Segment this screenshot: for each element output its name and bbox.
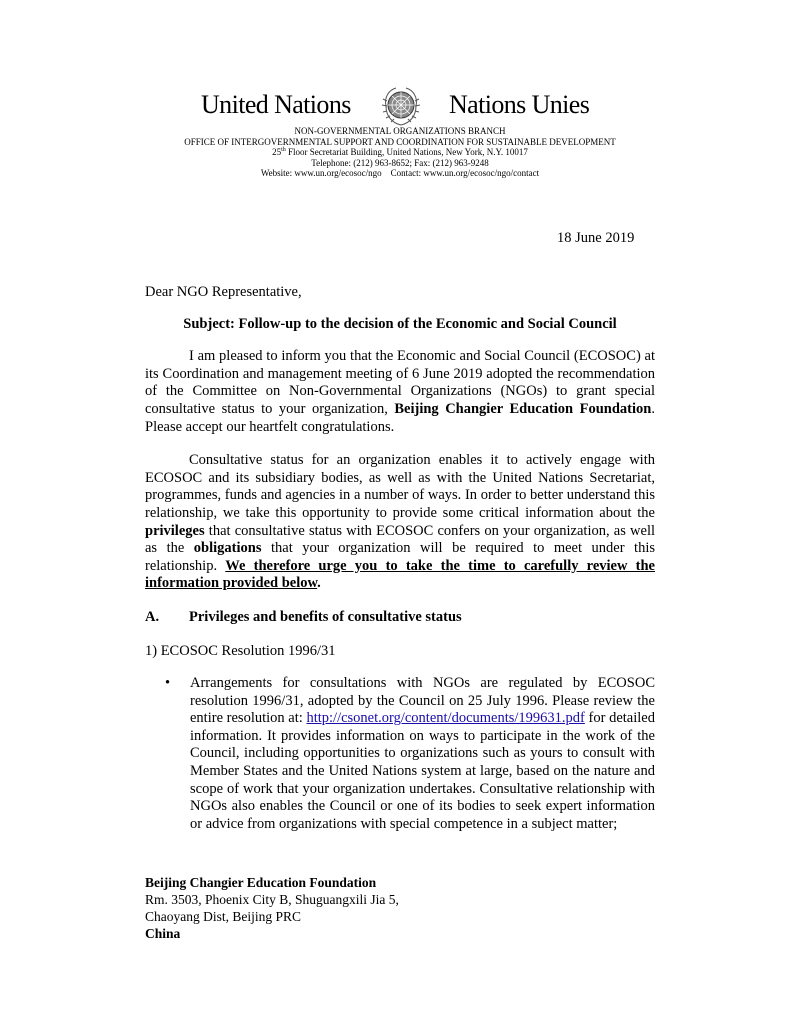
list-item	[145, 675, 655, 833]
address-country: China	[145, 926, 181, 941]
website-text: Website: www.un.org/ecosoc/ngo	[260, 168, 382, 179]
letterhead	[0, 82, 800, 179]
address-line-2: Chaoyang Dist, Beijing PRC	[145, 909, 302, 924]
org-name-english: United Nations	[201, 90, 351, 119]
section-title: Privileges and benefits of consultative status	[189, 608, 462, 625]
section-heading-a	[145, 609, 655, 627]
office-telephone: Telephone: (212) 963-8652; Fax: (212) 963-9248	[311, 157, 489, 168]
letter-date: 18 June 2019	[557, 230, 635, 246]
organization-name: Beijing Changier Education Foundation	[394, 400, 652, 417]
contact-text: Contact: www.un.org/ecosoc/ngo/contact	[390, 168, 540, 179]
resolution-link[interactable]: http://csonet.org/content/documents/199631.pdf	[306, 710, 585, 727]
section-number: A.	[145, 608, 160, 625]
letter-body	[145, 284, 655, 833]
bullet-text-a: Arrangements for consultations with NGOs are regulated by ECOSOC resolution 1996/31, adopted by the Council on 25 July 1996. Please review the entire resolution at:	[190, 675, 655, 727]
paragraph-consultative-b: that consultative status with ECOSOC confers on your organization, as well as the	[145, 522, 655, 557]
subsection-heading: 1) ECOSOC Resolution 1996/31	[145, 642, 336, 659]
bullet-icon: •	[165, 675, 171, 692]
floor-suffix: th	[281, 147, 286, 154]
bullet-text-b: for detailed information. It provides information on ways to participate in the work of the Council, including opportunities to organizations such as yours to consult with Member States and the United Nations system at large, based on the nature and scope of work that your organization undertakes. Consultative relationship with NGOs also enables the Council or one of its bodies to seek expert information or advice from organizations with special competence in a subject matter;	[190, 710, 655, 832]
salutation: Dear NGO Representative,	[145, 284, 302, 300]
floor-rest: Floor Secretariat Building, United Nations, New York, N.Y. 10017	[285, 147, 528, 158]
paragraph-decision-text: I am pleased to inform you that the Economic and Social Council (ECOSOC) at its Coordination and management meeting of 6 June 2019 adopted the recommendation of the Committee on Non-Governmental Organizations (NGOs) to grant special consultative status to your organization,	[145, 348, 655, 417]
bullet-text	[190, 675, 655, 833]
office-address	[0, 147, 800, 158]
paragraph-consultative-c: that your organization will be required to meet under this relationship.	[145, 540, 655, 574]
paragraph-decision-end: . Please accept our heartfelt congratulations.	[145, 400, 655, 435]
branch-name: NON-GOVERNMENTAL ORGANIZATIONS BRANCH	[294, 126, 506, 136]
paragraph-consultative-end: .	[317, 575, 321, 592]
floor-number: 25	[272, 147, 282, 158]
recipient-organization: Beijing Changier Education Foundation	[145, 875, 377, 890]
recipient-address	[145, 874, 399, 942]
letterhead-names	[0, 82, 800, 126]
office-web	[0, 168, 800, 179]
un-emblem-icon	[377, 85, 425, 127]
obligations-term: obligations	[193, 540, 262, 557]
paragraph-consultative	[145, 452, 655, 593]
privileges-term: privileges	[145, 522, 205, 539]
paragraph-consultative-a: Consultative status for an organization enables it to actively engage with ECOSOC and its subsidiary bodies, as well as with the United Nations Secretariat, programmes, funds and agencies in a number of ways. In order to better understand this relationship, we take this opportunity to provide some critical information about the	[145, 452, 655, 521]
subject-line: Subject: Follow-up to the decision of the Economic and Social Council	[183, 315, 617, 332]
review-urge: We therefore urge you to take the time to carefully review the information provided below	[145, 557, 655, 592]
org-name-french: Nations Unies	[449, 90, 590, 119]
office-name: OFFICE OF INTERGOVERNMENTAL SUPPORT AND COORDINATION FOR SUSTAINABLE DEVELOPMENT	[184, 136, 616, 147]
paragraph-decision	[145, 348, 655, 436]
address-line-1: Rm. 3503, Phoenix City B, Shuguangxili Jia 5,	[145, 892, 399, 907]
